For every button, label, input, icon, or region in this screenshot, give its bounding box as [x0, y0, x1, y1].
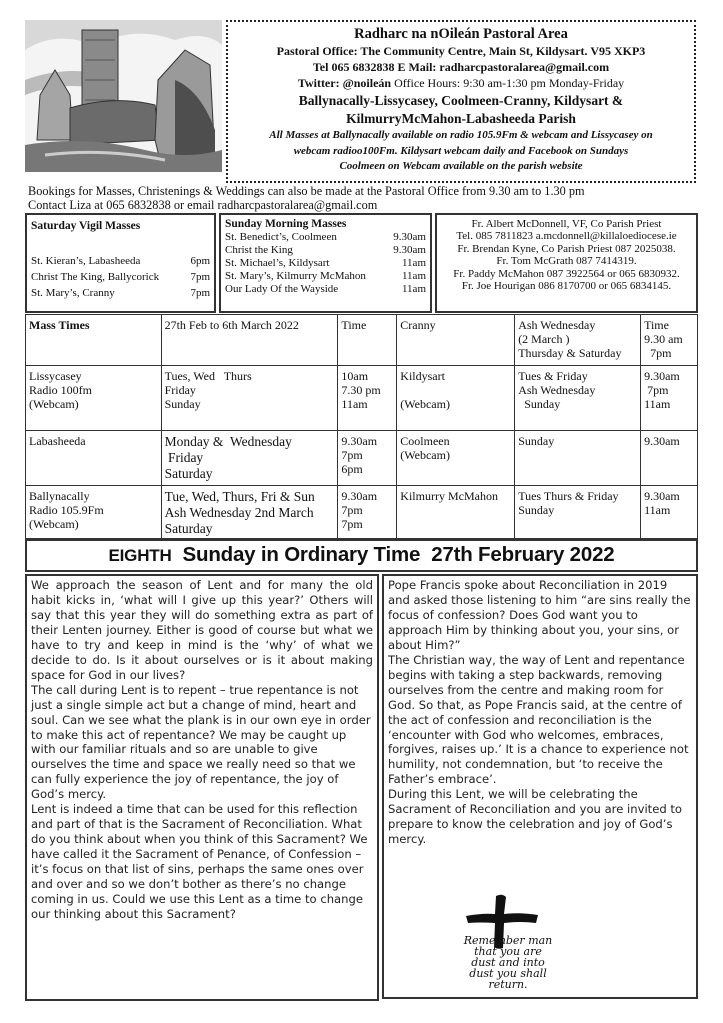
vigil-time: 7pm — [190, 287, 210, 299]
cell-line: 9.30am — [644, 434, 680, 448]
sunday-time: 11am — [401, 283, 426, 295]
sunday-time: 11am — [401, 270, 426, 282]
table-cell — [515, 486, 641, 541]
pastoral-office-contact: Tel 065 6832838 E Mail: radharcpastoralarea@gmail.com — [312, 60, 610, 74]
sunday-place: St. Benedict’s, Coolmeen — [225, 231, 337, 243]
cell-line: 11am — [644, 503, 671, 517]
cell-line — [400, 383, 511, 397]
sunday-morning-heading: Sunday Morning Masses — [225, 218, 347, 230]
mass-times-heading: Mass Times — [29, 318, 90, 332]
lent-reflection-column — [25, 574, 379, 1001]
church-ruin-illustration — [25, 20, 222, 172]
priest-line: Tel. 085 7811823 a.mcdonnell@killaloediocese.ie — [456, 230, 677, 243]
priest-line: Fr. Tom McGrath 087 7414319. — [496, 255, 637, 268]
cell-line: Kildysart — [400, 369, 445, 383]
cell-line: Saturday — [164, 521, 213, 536]
cell-line: Tues & Friday — [518, 369, 588, 383]
table-row — [26, 366, 698, 431]
cell-line: 9.30am — [341, 489, 378, 503]
sunday-time: 9.30am — [393, 231, 426, 243]
cell-line: 9.30am — [341, 434, 378, 448]
sunday-item — [225, 244, 426, 257]
sunday-item — [225, 270, 426, 283]
cell-line: Ash Wednesday 2nd March — [164, 505, 314, 520]
pastoral-area-title: Radharc na nOileán Pastoral Area — [354, 26, 568, 42]
cell-line: 9.30 am — [644, 332, 683, 346]
cell-line: Tues Thurs & Friday — [518, 489, 619, 503]
sunday-morning-box — [219, 213, 432, 313]
table-cell — [26, 486, 162, 541]
sunday-place: Christ the King — [225, 244, 293, 256]
vigil-item — [31, 269, 210, 285]
cell-line: 7pm — [341, 503, 363, 517]
header-cell: Time — [338, 315, 397, 366]
cell-line: 11am — [644, 397, 671, 411]
vigil-place: Christ The King, Ballycorick — [31, 271, 160, 283]
parishes-line-2: KilmurryMcMahon-Labasheeda Parish — [346, 111, 576, 126]
priest-line: Fr. Joe Hourigan 086 8170700 or 065 6834145. — [461, 280, 672, 293]
priest-line: Fr. Albert McDonnell, VF, Co Parish Priest — [471, 218, 662, 230]
vigil-place: St. Kieran’s, Labasheeda — [31, 255, 141, 267]
cell-line: Labasheeda — [29, 434, 86, 448]
vigil-place: St. Mary’s, Cranny — [31, 287, 115, 299]
pastoral-area-header — [226, 20, 696, 183]
sunday-item — [225, 257, 426, 270]
table-cell — [161, 486, 338, 541]
caption-line: that you are — [474, 945, 542, 958]
table-cell — [641, 486, 698, 541]
table-cell — [338, 366, 397, 431]
cell-line: Lissycasey — [29, 369, 82, 383]
cell-line: Time — [644, 318, 669, 332]
paragraph: The Christian way, the way of Lent and repentance begins with taking a step backwards, removing ourselves from the centre and making room for God. So that, as Pope Francis said, at the centre of the act of confession and reconciliation is the ‘encounter with God who welcomes, embraces, forgives, raises up.’ It is a chance to experience not humility, not condemnation, but ‘to receive the Father’s embrace’. — [388, 652, 689, 787]
priest-line: Fr. Brendan Kyne, Co Parish Priest 087 2025038. — [457, 242, 676, 255]
sunday-place: St. Mary’s, Kilmurry McMahon — [225, 270, 366, 282]
office-hours: Office Hours: 9:30 am-1:30 pm Monday-Friday — [391, 76, 625, 90]
header-cell — [26, 315, 162, 366]
caption-line: return. — [488, 978, 528, 991]
cell-line: (Webcam) — [400, 448, 450, 462]
table-cell — [641, 431, 698, 486]
sunday-ordinal: EIGHTH — [108, 546, 172, 565]
priest-line: Fr. Paddy McMahon 087 3922564 or 065 6830932. — [453, 267, 680, 280]
table-cell — [397, 431, 515, 486]
cell-line: Sunday — [518, 434, 555, 448]
table-cell — [397, 486, 515, 541]
paragraph: Pope Francis spoke about Reconciliation in 2019 and asked those listening to him “are sins really the focus of confession? Does God want you to approach Him by thinking about you, your sins, or about Him?” — [388, 578, 691, 652]
cell-line: 9.30am — [644, 369, 680, 383]
cell-line: Ash Wednesday — [518, 318, 596, 332]
table-cell — [26, 366, 162, 431]
cell-line: Friday — [164, 383, 196, 397]
paragraph: We approach the season of Lent and for many the old habit kicks in, ‘what will I give up this year?’ Others will say that this year they will do something extra as part of their Lenten journey. Either is good of course but what we have to try and keep in mind is the ‘why’ of what we decide to do. Is it about ourselves or is it about making space for God in our lives? — [31, 578, 373, 682]
header-cell — [515, 315, 641, 366]
table-cell — [338, 431, 397, 486]
cell-line: Saturday — [164, 466, 213, 481]
vigil-item — [31, 285, 210, 301]
broadcast-info-3: Coolmeen on Webcam available on the parish website — [339, 160, 583, 172]
cell-line: 7pm — [341, 448, 363, 462]
table-cell — [397, 366, 515, 431]
sunday-item — [225, 231, 426, 244]
sunday-time: 11am — [401, 257, 426, 269]
cell-line: Tues, Wed Thurs — [164, 369, 252, 383]
cell-line: Friday — [164, 450, 204, 465]
cell-line: Sunday — [518, 503, 555, 517]
contact-line: Contact Liza at 065 6832838 or email radharcpastoralarea@gmail.com — [28, 198, 378, 212]
parishes-line-1: Ballynacally-Lissycasey, Coolmeen-Cranny, Kildysart & — [298, 93, 624, 108]
cell-line: (2 March ) — [518, 332, 570, 346]
paragraph: The call during Lent is to repent – true repentance is not just a single simple act but a change of mind, heart and soul. Can we see what the plank is in our own eye in order to make this act of repentance? We may be caught up with our familiar rituals and so are unable to give ourselves the time and space we really need so that we can fully experience the joy of repentance, the joy of God’s mercy. — [31, 682, 371, 802]
bookings-note — [28, 184, 708, 212]
table-row — [26, 431, 698, 486]
cell-line: Monday & Wednesday — [164, 434, 292, 449]
priests-contact-box — [435, 213, 698, 313]
table-cell — [26, 431, 162, 486]
sunday-item — [225, 283, 426, 296]
table-cell — [161, 366, 338, 431]
vigil-item — [31, 253, 210, 269]
sunday-place: St. Michael’s, Kildysart — [225, 257, 330, 269]
cell-line: Thursday & Saturday — [518, 346, 622, 360]
table-row — [26, 486, 698, 541]
cell-line: Ash Wednesday — [518, 383, 596, 397]
sunday-place: Our Lady Of the Wayside — [225, 283, 339, 295]
caption-line: Remember man — [463, 934, 553, 947]
bookings-line: Bookings for Masses, Christenings & Weddings can also be made at the Pastoral Office from 9.30 am to 1.30 pm — [28, 184, 585, 198]
ash-wednesday-caption — [438, 935, 578, 990]
header-cell — [641, 315, 698, 366]
cell-line: (Webcam) — [29, 517, 79, 531]
cell-line: Coolmeen — [400, 434, 450, 448]
cell-line: 7pm — [644, 346, 672, 360]
cell-line: 7.30 pm — [341, 383, 381, 397]
cell-line: 10am — [341, 369, 369, 383]
saturday-vigil-heading: Saturday Vigil Masses — [31, 220, 141, 232]
caption-line: dust you shall — [469, 967, 547, 980]
sunday-title: Sunday in Ordinary Time 27th February 2022 — [171, 543, 615, 566]
pastoral-office-address: Pastoral Office: The Community Centre, Main St, Kildysart. V95 XKP3 — [276, 44, 646, 58]
broadcast-info-1: All Masses at Ballynacally available on radio 105.9Fm & webcam and Lissycasey on — [269, 129, 653, 141]
cell-line: 7pm — [644, 383, 669, 397]
broadcast-info-2: webcam radioo100Fm. Kildysart webcam daily and Facebook on Sundays — [293, 144, 629, 157]
twitter-handle[interactable]: Twitter: @noileán — [297, 76, 392, 90]
header-cell: Cranny — [397, 315, 515, 366]
mass-times-table — [25, 314, 698, 541]
table-cell — [515, 366, 641, 431]
cell-line: Ballynacally — [29, 489, 90, 503]
cell-line: (Webcam) — [29, 397, 79, 411]
cell-line: Kilmurry McMahon — [400, 489, 498, 503]
cell-line: Radio 100fm — [29, 383, 92, 397]
vigil-time: 7pm — [190, 271, 210, 283]
saturday-vigil-box — [25, 213, 216, 313]
vigil-time: 6pm — [190, 255, 210, 267]
paragraph: During this Lent, we will be celebrating the Sacrament of Reconciliation and you are invited to prepare to know the celebration and joy of God’s mercy. — [388, 787, 683, 847]
cell-line: Radio 105.9Fm — [29, 503, 104, 517]
header-cell: 27th Feb to 6th March 2022 — [161, 315, 338, 366]
cell-line: Sunday — [518, 397, 561, 411]
sunday-title-banner — [25, 538, 698, 572]
cell-line: Tue, Wed, Thurs, Fri & Sun — [164, 489, 315, 504]
cell-line: 6pm — [341, 462, 363, 476]
cell-line: (Webcam) — [400, 397, 450, 411]
table-cell — [161, 431, 338, 486]
caption-line: dust and into — [471, 956, 545, 969]
table-cell — [338, 486, 397, 541]
paragraph: Lent is indeed a time that can be used for this reflection and part of that is the Sacrament of Reconciliation. What do you think about when you think of this Sacrament? We have called it the Sacrament of Penance, of Confession – it’s focus on that list of sins, perhaps the same ones over and over and so we don’t bother as there’s no change coming in us. Could we use this Lent as a time to change our thinking about this Sacrament? — [31, 802, 368, 921]
cell-line: 7pm — [341, 517, 363, 531]
cell-line: 9.30am — [644, 489, 680, 503]
twitter-office-hours — [228, 75, 694, 92]
cell-line: 11am — [341, 397, 368, 411]
cell-line: Sunday — [164, 397, 201, 411]
sunday-time: 9.30am — [393, 244, 426, 256]
table-cell — [515, 431, 641, 486]
table-header-row — [26, 315, 698, 366]
table-cell — [641, 366, 698, 431]
